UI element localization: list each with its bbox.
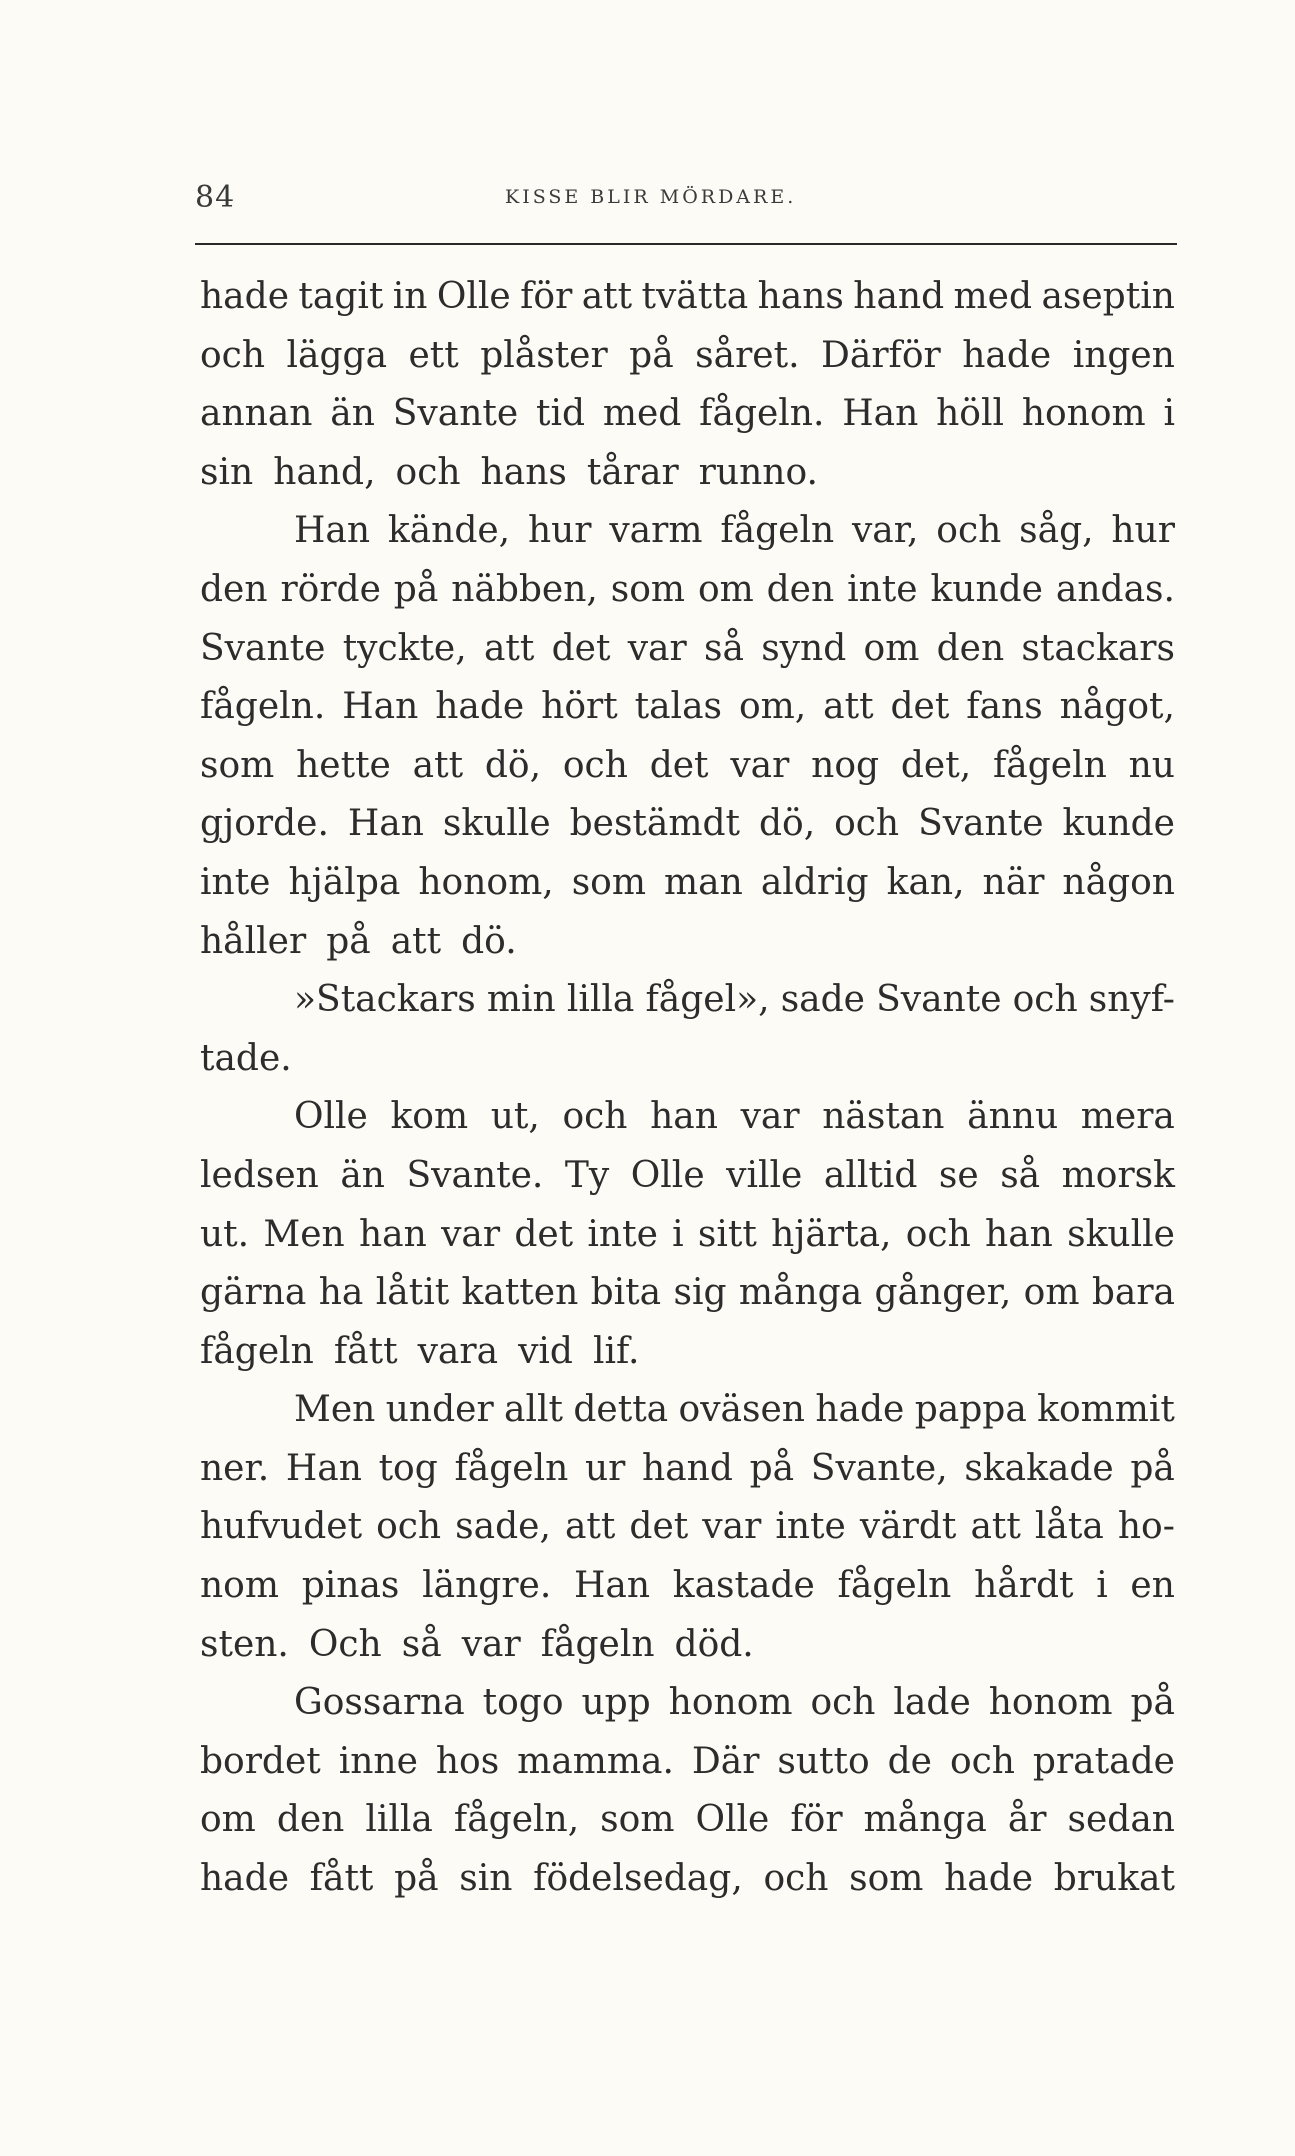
word: under	[385, 1389, 494, 1431]
word: bestämdt	[569, 803, 741, 845]
text-line	[200, 1440, 1175, 1499]
word: morsk	[1061, 1154, 1175, 1196]
word: sutto	[777, 1740, 870, 1782]
word: brukat	[1053, 1858, 1175, 1900]
word: sade	[780, 979, 865, 1021]
word: och	[562, 744, 628, 786]
word: att	[483, 627, 535, 669]
word: vid	[518, 1330, 573, 1372]
word: fågeln	[454, 1447, 569, 1489]
word: honom,	[418, 861, 554, 903]
page-number: 84	[195, 180, 236, 215]
word: andas.	[1055, 568, 1175, 610]
text-line	[200, 1733, 1175, 1792]
word: inte	[775, 1506, 846, 1548]
word: kunde	[930, 568, 1043, 610]
word: fågeln,	[453, 1799, 580, 1841]
word: Ty	[564, 1154, 610, 1196]
word: allt	[504, 1389, 564, 1431]
word: och	[376, 1506, 442, 1548]
text-line	[200, 795, 1175, 854]
word: lilla	[566, 979, 635, 1021]
word: nästan	[822, 1096, 945, 1138]
word: och	[834, 803, 900, 845]
header-rule	[195, 243, 1177, 245]
word: talas	[634, 686, 723, 728]
text-line	[200, 385, 1175, 444]
word: var	[740, 1096, 800, 1138]
word: på	[1130, 1682, 1175, 1724]
word: inne	[338, 1740, 418, 1782]
text-line	[200, 737, 1175, 796]
word: hjälpa	[288, 861, 401, 903]
word: var,	[851, 510, 919, 552]
word: snyf-	[1088, 979, 1175, 1021]
word: kunde	[1062, 803, 1175, 845]
word: hand	[853, 276, 945, 317]
word: honom	[988, 1682, 1113, 1724]
word: var	[730, 744, 790, 786]
word: honom	[668, 1682, 793, 1724]
word: mera	[1080, 1096, 1175, 1138]
word: Olle	[695, 1799, 770, 1841]
word: Men	[263, 1213, 345, 1255]
word: att	[823, 686, 874, 728]
word: Där	[691, 1740, 760, 1782]
text-line	[200, 1674, 1175, 1733]
word: hade	[200, 1858, 289, 1900]
word: lilla	[365, 1799, 433, 1841]
word: in	[392, 276, 428, 317]
word: skakade	[964, 1447, 1114, 1489]
word: än	[330, 393, 375, 435]
body-text	[200, 268, 1175, 1909]
word: så	[401, 1623, 442, 1665]
word: och	[936, 510, 1002, 552]
word: och	[810, 1682, 876, 1724]
word: Olle	[436, 276, 511, 317]
word: den	[936, 627, 1005, 669]
text-line	[200, 1850, 1175, 1909]
word: hur	[1111, 510, 1175, 552]
word: på	[629, 334, 674, 376]
text-line	[200, 620, 1175, 679]
word: ur	[584, 1447, 626, 1489]
word: var	[627, 627, 687, 669]
word: och	[1012, 979, 1078, 1021]
word: »Stackars	[294, 979, 476, 1021]
word: fått	[309, 1858, 374, 1900]
word: och	[949, 1740, 1015, 1782]
word: som	[571, 861, 646, 903]
word: vara	[417, 1330, 499, 1372]
word: hand,	[273, 451, 376, 493]
word: såg,	[1019, 510, 1094, 552]
word: de	[887, 1740, 932, 1782]
word: tvätta	[641, 276, 749, 317]
word: och	[763, 1858, 829, 1900]
word: om,	[738, 686, 807, 728]
word: aldrig	[760, 861, 869, 903]
word: nog	[811, 744, 880, 786]
word: många	[863, 1799, 987, 1841]
word: hos	[435, 1740, 500, 1782]
word: Olle	[630, 1154, 705, 1196]
word: pappa	[914, 1389, 1027, 1431]
text-line	[200, 1264, 1175, 1323]
word: Svante.	[406, 1154, 544, 1196]
word: Han	[842, 393, 919, 435]
word: det	[649, 744, 709, 786]
word: skulle	[442, 803, 551, 845]
word: Han	[342, 686, 419, 728]
word: katten	[461, 1272, 579, 1314]
text-line	[200, 1381, 1175, 1440]
word: ingen	[1072, 334, 1175, 376]
word: fågeln	[837, 1565, 952, 1607]
word: för	[520, 276, 573, 317]
word: upp	[581, 1682, 651, 1724]
word: födelsedag,	[533, 1858, 743, 1900]
word: Han	[574, 1565, 651, 1607]
word: gånger,	[874, 1272, 1012, 1314]
text-line	[200, 1323, 1175, 1382]
word: togo	[482, 1682, 564, 1724]
word: det	[514, 1213, 574, 1255]
word: att	[581, 276, 633, 317]
text-line	[200, 1088, 1175, 1147]
word: dö,	[758, 803, 816, 845]
word: på	[393, 568, 439, 610]
word: synd	[761, 627, 847, 669]
word: tårar	[586, 451, 679, 493]
word: och	[905, 1213, 971, 1255]
word: på	[326, 920, 371, 962]
word: Svante	[918, 803, 1044, 845]
text-line	[200, 327, 1175, 386]
word: det	[629, 1506, 689, 1548]
word: någon	[1062, 861, 1175, 903]
word: sin	[459, 1858, 513, 1900]
word: många	[738, 1272, 863, 1314]
word: håller	[200, 920, 307, 962]
word: kastade	[672, 1565, 815, 1607]
word: näbben,	[451, 568, 598, 610]
word: Han	[285, 1447, 362, 1489]
word: om	[697, 568, 754, 610]
word: hand	[642, 1447, 733, 1489]
word: ville	[726, 1154, 803, 1196]
word: hade	[435, 686, 525, 728]
word: annan	[200, 393, 313, 435]
word: i	[1163, 393, 1175, 435]
word: inte	[847, 568, 918, 610]
text-line	[200, 268, 1175, 327]
word: ha	[318, 1272, 364, 1314]
word: och	[562, 1096, 628, 1138]
word: sitt	[697, 1213, 757, 1255]
word: detta	[573, 1389, 669, 1431]
word: fans	[966, 686, 1043, 728]
word: alltid	[823, 1154, 918, 1196]
word: kom	[390, 1096, 469, 1138]
word: dö.	[461, 920, 517, 962]
word: Och	[308, 1623, 382, 1665]
text-line	[200, 1206, 1175, 1265]
text-line	[200, 678, 1175, 737]
word: hade	[944, 1858, 1034, 1900]
text-line	[200, 1030, 1175, 1089]
word: kände,	[387, 510, 511, 552]
word: och	[395, 451, 461, 493]
word: Gossarna	[294, 1682, 465, 1724]
word: honom	[1021, 393, 1146, 435]
word: Han	[294, 510, 371, 552]
word: lägga	[286, 334, 388, 376]
word: sig	[673, 1272, 727, 1314]
word: mamma.	[517, 1740, 674, 1782]
word: ut.	[200, 1213, 250, 1255]
word: om	[1023, 1272, 1080, 1314]
word: längre.	[422, 1565, 552, 1607]
word: på	[394, 1858, 439, 1900]
word: fågeln.	[699, 393, 825, 435]
word: med	[953, 276, 1033, 317]
text-line	[200, 913, 1175, 972]
word: oväsen	[678, 1389, 805, 1431]
word: hört	[541, 686, 618, 728]
word: var	[702, 1506, 762, 1548]
word: fågeln	[540, 1623, 655, 1665]
text-line	[200, 971, 1175, 1030]
word: hade	[815, 1389, 905, 1431]
word: Men	[294, 1389, 376, 1431]
word: ut,	[490, 1096, 540, 1138]
word: aseptin	[1041, 276, 1175, 317]
word: hufvudet	[200, 1506, 363, 1548]
word: han	[650, 1096, 718, 1138]
word: om	[200, 1799, 256, 1841]
word: om	[863, 627, 920, 669]
word: Därför	[821, 334, 941, 376]
word: död.	[674, 1623, 754, 1665]
word: fågel»,	[645, 979, 770, 1021]
word: värdt	[859, 1506, 957, 1548]
text-line	[200, 854, 1175, 913]
word: såret.	[695, 334, 800, 376]
word: i	[1096, 1565, 1108, 1607]
word: fågeln	[200, 1330, 314, 1372]
word: var	[441, 1213, 501, 1255]
word: pratade	[1032, 1740, 1175, 1782]
word: tid	[536, 393, 586, 435]
word: min	[486, 979, 556, 1021]
word: i	[672, 1213, 684, 1255]
word: sten.	[200, 1623, 289, 1665]
word: varm	[609, 510, 703, 552]
text-line	[200, 1498, 1175, 1557]
word: inte	[200, 861, 271, 903]
word: höll	[936, 393, 1004, 435]
word: på	[749, 1447, 795, 1489]
word: skulle	[1067, 1213, 1175, 1255]
word: dö,	[484, 744, 542, 786]
word: plåster	[480, 334, 608, 376]
word: Svante	[392, 393, 519, 435]
running-head	[195, 180, 1175, 224]
word: att	[564, 1506, 616, 1548]
word: bordet	[200, 1740, 321, 1782]
text-line	[200, 1557, 1175, 1616]
word: hans	[757, 276, 844, 317]
text-line	[200, 1791, 1175, 1850]
word: det	[890, 686, 950, 728]
word: ett	[408, 334, 459, 376]
word: han	[358, 1213, 427, 1255]
word: fått	[333, 1330, 398, 1372]
word: bara	[1091, 1272, 1175, 1314]
word: bita	[590, 1272, 662, 1314]
word: fågeln	[720, 510, 835, 552]
word: med	[602, 393, 682, 435]
word: låtit	[375, 1272, 450, 1314]
word: lif.	[592, 1330, 640, 1372]
word: Svante	[876, 979, 1002, 1021]
word: ner.	[200, 1447, 270, 1489]
word: en	[1130, 1565, 1175, 1607]
word: när	[982, 861, 1045, 903]
word: för	[790, 1799, 843, 1841]
word: Svante	[200, 627, 326, 669]
word: hans	[480, 451, 567, 493]
word: lade	[893, 1682, 971, 1724]
word: pinas	[301, 1565, 400, 1607]
word: något,	[1059, 686, 1175, 728]
word: så	[1000, 1154, 1041, 1196]
word: än	[340, 1154, 385, 1196]
word: inte	[587, 1213, 658, 1255]
word: så	[704, 627, 744, 669]
word: sedan	[1067, 1799, 1175, 1841]
word: kan,	[886, 861, 965, 903]
word: runno.	[698, 451, 818, 493]
word: hade	[962, 334, 1052, 376]
word: hade	[200, 276, 289, 317]
word: fågeln.	[200, 686, 326, 728]
text-line	[200, 1147, 1175, 1206]
word: Svante,	[810, 1447, 948, 1489]
word: Han	[347, 803, 424, 845]
word: och	[200, 334, 266, 376]
word: sade,	[455, 1506, 551, 1548]
word: ännu	[967, 1096, 1059, 1138]
word: som	[600, 1799, 675, 1841]
word: som	[200, 744, 275, 786]
word: tagit	[298, 276, 384, 317]
word: se	[938, 1154, 979, 1196]
text-line	[200, 1616, 1175, 1675]
word: den	[766, 568, 835, 610]
word: Olle	[294, 1096, 368, 1138]
word: hur	[527, 510, 592, 552]
word: sin	[200, 451, 254, 493]
word: gärna	[200, 1272, 307, 1314]
word: den	[200, 568, 268, 610]
word: tog	[378, 1447, 438, 1489]
word: att	[390, 920, 442, 962]
word: stackars	[1021, 627, 1175, 669]
word: hjärta,	[771, 1213, 892, 1255]
text-line	[200, 502, 1175, 561]
word: den	[276, 1799, 345, 1841]
word: på	[1130, 1447, 1175, 1489]
word: han	[985, 1213, 1053, 1255]
word: hårdt	[974, 1565, 1074, 1607]
word: år	[1007, 1799, 1047, 1841]
word: som	[610, 568, 686, 610]
text-line	[200, 444, 1175, 503]
word: det	[551, 627, 611, 669]
word: hette	[296, 744, 391, 786]
word: rörde	[280, 568, 381, 610]
text-line	[200, 561, 1175, 620]
word: nu	[1128, 744, 1175, 786]
word: ho-	[1117, 1506, 1175, 1548]
word: gjorde.	[200, 803, 329, 845]
word: som	[849, 1858, 924, 1900]
word: kommit	[1037, 1389, 1175, 1431]
word: tade.	[200, 1037, 292, 1079]
chapter-title: KISSE BLIR MÖRDARE.	[505, 186, 797, 208]
word: var	[461, 1623, 521, 1665]
word: att	[412, 744, 464, 786]
word: låta	[1034, 1506, 1104, 1548]
word: tyckte,	[342, 627, 467, 669]
word: ledsen	[200, 1154, 319, 1196]
word: nom	[200, 1565, 279, 1607]
word: fågeln	[992, 744, 1107, 786]
word: det,	[900, 744, 972, 786]
word: man	[664, 861, 743, 903]
word: att	[970, 1506, 1021, 1548]
